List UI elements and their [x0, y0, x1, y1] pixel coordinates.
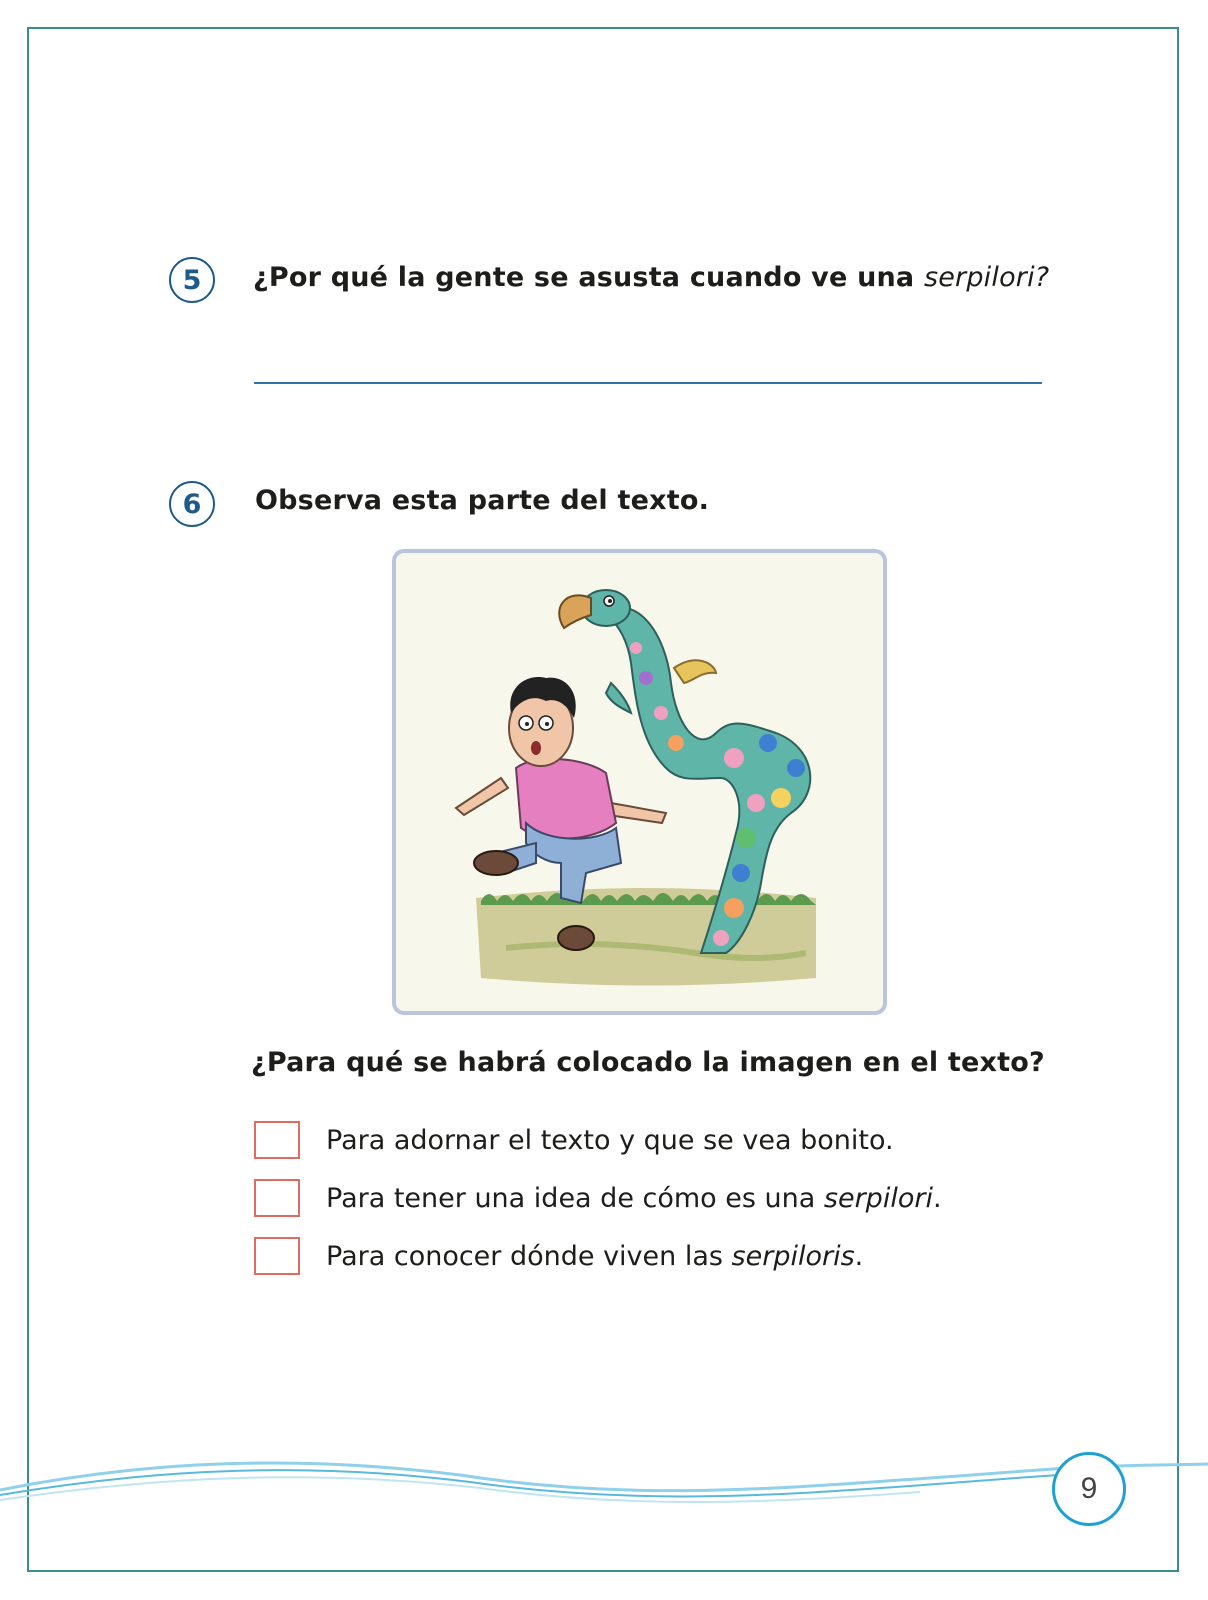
decorative-wave — [0, 1450, 1208, 1520]
question-5-text — [253, 262, 1049, 293]
question-text: Observa esta parte del texto. — [255, 485, 710, 516]
option-text-italic: serpiloris — [731, 1240, 855, 1272]
question-6-number — [169, 481, 215, 527]
question-text: ¿Por qué la gente se asusta cuando ve una — [253, 262, 924, 293]
answer-line[interactable] — [254, 382, 1042, 384]
option-text: Para conocer dónde viven las — [326, 1240, 732, 1272]
option-2-checkbox[interactable] — [254, 1179, 300, 1217]
option-text: Para tener una idea de cómo es una — [326, 1182, 824, 1214]
option-text: Para adornar el texto y que se vea bonito. — [326, 1124, 894, 1156]
option-text-after: . — [854, 1240, 864, 1272]
option-1[interactable] — [254, 1118, 894, 1162]
option-3-checkbox[interactable] — [254, 1237, 300, 1275]
question-text-italic: serpilori? — [923, 262, 1050, 293]
boy-and-serpilori-illustration — [396, 553, 883, 1011]
option-3-label — [326, 1241, 863, 1272]
page-number-text: 9 — [1080, 1472, 1098, 1505]
option-text-after: . — [932, 1182, 942, 1214]
question-5-number — [169, 257, 215, 303]
spot — [724, 748, 744, 768]
question-number-text: 5 — [182, 264, 202, 296]
story-illustration — [392, 549, 887, 1015]
question-6-text — [255, 485, 709, 516]
page-number — [1052, 1452, 1126, 1526]
question-number-text: 6 — [182, 488, 202, 520]
option-2-label — [326, 1183, 942, 1214]
option-3[interactable] — [254, 1234, 863, 1278]
beak — [559, 595, 591, 628]
option-2[interactable] — [254, 1176, 942, 1220]
sub-question-text: ¿Para qué se habrá colocado la imagen en el texto? — [251, 1047, 1045, 1078]
option-1-checkbox[interactable] — [254, 1121, 300, 1159]
option-1-label — [326, 1125, 894, 1156]
option-text-italic: serpilori — [823, 1182, 933, 1214]
